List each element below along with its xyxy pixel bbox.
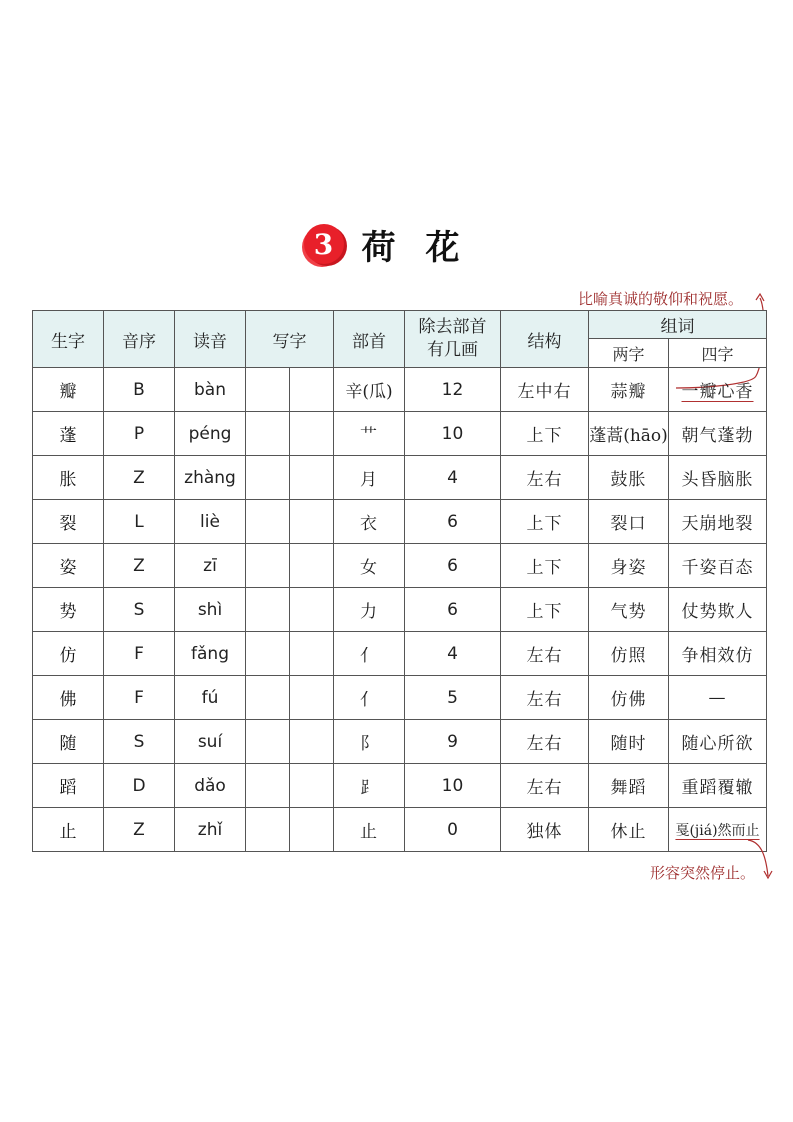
annotation-bottom: 形容突然停止。 (650, 864, 756, 882)
cell-four-char: 仗势欺人 (669, 588, 767, 632)
cell-write (290, 720, 334, 764)
lesson-number-badge: 3 (304, 224, 344, 264)
cell-strokes: 6 (405, 588, 501, 632)
cell-write (246, 632, 290, 676)
cell-four-char: — (669, 676, 767, 720)
table-row (33, 500, 767, 544)
header-strokes (405, 311, 501, 368)
cell-char: 仿 (33, 632, 104, 676)
cell-two-char: 气势 (589, 588, 669, 632)
cell-two-char: 裂口 (589, 500, 669, 544)
cell-radical: 辛(瓜) (334, 368, 405, 412)
cell-order: B (104, 368, 175, 412)
cell-char: 随 (33, 720, 104, 764)
header-radical: 部首 (334, 311, 405, 368)
table-row (33, 544, 767, 588)
cell-order: Z (104, 544, 175, 588)
cell-structure: 左右 (501, 676, 589, 720)
cell-char: 瓣 (33, 368, 104, 412)
table-row (33, 412, 767, 456)
header-strokes-line2: 有几画 (427, 340, 478, 360)
cell-radical: 女 (334, 544, 405, 588)
cell-char: 裂 (33, 500, 104, 544)
cell-write (246, 412, 290, 456)
cell-order: L (104, 500, 175, 544)
cell-structure: 上下 (501, 412, 589, 456)
cell-radical: 亻 (334, 632, 405, 676)
cell-write (290, 368, 334, 412)
cell-structure: 左右 (501, 764, 589, 808)
lesson-title-bar (0, 214, 793, 274)
table-row (33, 676, 767, 720)
cell-char: 蹈 (33, 764, 104, 808)
cell-two-char: 舞蹈 (589, 764, 669, 808)
cell-structure: 独体 (501, 808, 589, 852)
cell-four-char: 千姿百态 (669, 544, 767, 588)
cell-two-char: 随时 (589, 720, 669, 764)
cell-write (246, 456, 290, 500)
cell-order: D (104, 764, 175, 808)
cell-strokes: 0 (405, 808, 501, 852)
header-four-char: 四字 (669, 339, 767, 368)
table-row (33, 808, 767, 852)
cell-strokes: 5 (405, 676, 501, 720)
cell-order: Z (104, 808, 175, 852)
table-row (33, 632, 767, 676)
cell-char: 胀 (33, 456, 104, 500)
cell-pinyin: péng (175, 412, 246, 456)
cell-two-char: 仿佛 (589, 676, 669, 720)
cell-order: S (104, 720, 175, 764)
cell-radical: 亻 (334, 676, 405, 720)
table-row (33, 456, 767, 500)
cell-four-char: 朝气蓬勃 (669, 412, 767, 456)
cell-structure: 左右 (501, 720, 589, 764)
cell-write (246, 500, 290, 544)
vocabulary-table (32, 310, 767, 852)
cell-structure: 左右 (501, 456, 589, 500)
cell-radical: 止 (334, 808, 405, 852)
cell-four-char: 争相效仿 (669, 632, 767, 676)
header-order: 音序 (104, 311, 175, 368)
cell-strokes: 10 (405, 412, 501, 456)
table-row (33, 368, 767, 412)
cell-pinyin: zhàng (175, 456, 246, 500)
header-words: 组词 (589, 311, 767, 339)
cell-strokes: 4 (405, 632, 501, 676)
cell-radical: 衣 (334, 500, 405, 544)
cell-write (290, 544, 334, 588)
cell-order: F (104, 632, 175, 676)
cell-write (290, 500, 334, 544)
cell-write (246, 368, 290, 412)
cell-char: 蓬 (33, 412, 104, 456)
table-row (33, 764, 767, 808)
cell-strokes: 4 (405, 456, 501, 500)
cell-radical: ⻊ (334, 764, 405, 808)
header-two-char: 两字 (589, 339, 669, 368)
cell-char: 佛 (33, 676, 104, 720)
cell-write (290, 764, 334, 808)
cell-four-char: 重蹈覆辙 (669, 764, 767, 808)
cell-char: 止 (33, 808, 104, 852)
cell-pinyin: zī (175, 544, 246, 588)
cell-order: Z (104, 456, 175, 500)
cell-write (246, 720, 290, 764)
cell-radical: 阝 (334, 720, 405, 764)
cell-char: 势 (33, 588, 104, 632)
cell-write (290, 808, 334, 852)
cell-pinyin: liè (175, 500, 246, 544)
lesson-title: 荷花 (361, 227, 490, 268)
cell-write (290, 588, 334, 632)
header-pinyin: 读音 (175, 311, 246, 368)
cell-write (246, 676, 290, 720)
header-strokes-line1: 除去部首 (418, 317, 487, 338)
cell-two-char: 蓬蒿(hāo) (589, 412, 669, 456)
cell-radical: 月 (334, 456, 405, 500)
cell-structure: 上下 (501, 500, 589, 544)
cell-pinyin: suí (175, 720, 246, 764)
header-structure: 结构 (501, 311, 589, 368)
annotation-top: 比喻真诚的敬仰和祝愿。 (578, 290, 744, 308)
cell-write (290, 412, 334, 456)
cell-order: F (104, 676, 175, 720)
cell-pinyin: shì (175, 588, 246, 632)
table-row (33, 720, 767, 764)
cell-structure: 上下 (501, 544, 589, 588)
cell-four-char: 一瓣心香 (669, 368, 767, 412)
cell-order: P (104, 412, 175, 456)
cell-radical: 力 (334, 588, 405, 632)
cell-pinyin: zhǐ (175, 808, 246, 852)
cell-strokes: 9 (405, 720, 501, 764)
table-row (33, 588, 767, 632)
cell-write (246, 764, 290, 808)
cell-char: 姿 (33, 544, 104, 588)
cell-two-char: 蒜瓣 (589, 368, 669, 412)
cell-structure: 左右 (501, 632, 589, 676)
cell-write (290, 456, 334, 500)
cell-write (246, 808, 290, 852)
cell-pinyin: dǎo (175, 764, 246, 808)
cell-radical: 艹 (334, 412, 405, 456)
cell-four-char: 随心所欲 (669, 720, 767, 764)
cell-order: S (104, 588, 175, 632)
cell-two-char: 仿照 (589, 632, 669, 676)
cell-two-char: 鼓胀 (589, 456, 669, 500)
cell-pinyin: bàn (175, 368, 246, 412)
cell-write (290, 676, 334, 720)
header-write: 写字 (246, 311, 334, 368)
cell-pinyin: fǎng (175, 632, 246, 676)
cell-strokes: 10 (405, 764, 501, 808)
cell-strokes: 12 (405, 368, 501, 412)
cell-two-char: 身姿 (589, 544, 669, 588)
cell-write (246, 544, 290, 588)
cell-structure: 左中右 (501, 368, 589, 412)
cell-two-char: 休止 (589, 808, 669, 852)
cell-strokes: 6 (405, 544, 501, 588)
cell-structure: 上下 (501, 588, 589, 632)
cell-four-char: 戛(jiá)然而止 (669, 808, 767, 852)
cell-write (246, 588, 290, 632)
cell-write (290, 632, 334, 676)
cell-four-char: 头昏脑胀 (669, 456, 767, 500)
cell-strokes: 6 (405, 500, 501, 544)
header-char: 生字 (33, 311, 104, 368)
cell-pinyin: fú (175, 676, 246, 720)
cell-four-char: 天崩地裂 (669, 500, 767, 544)
